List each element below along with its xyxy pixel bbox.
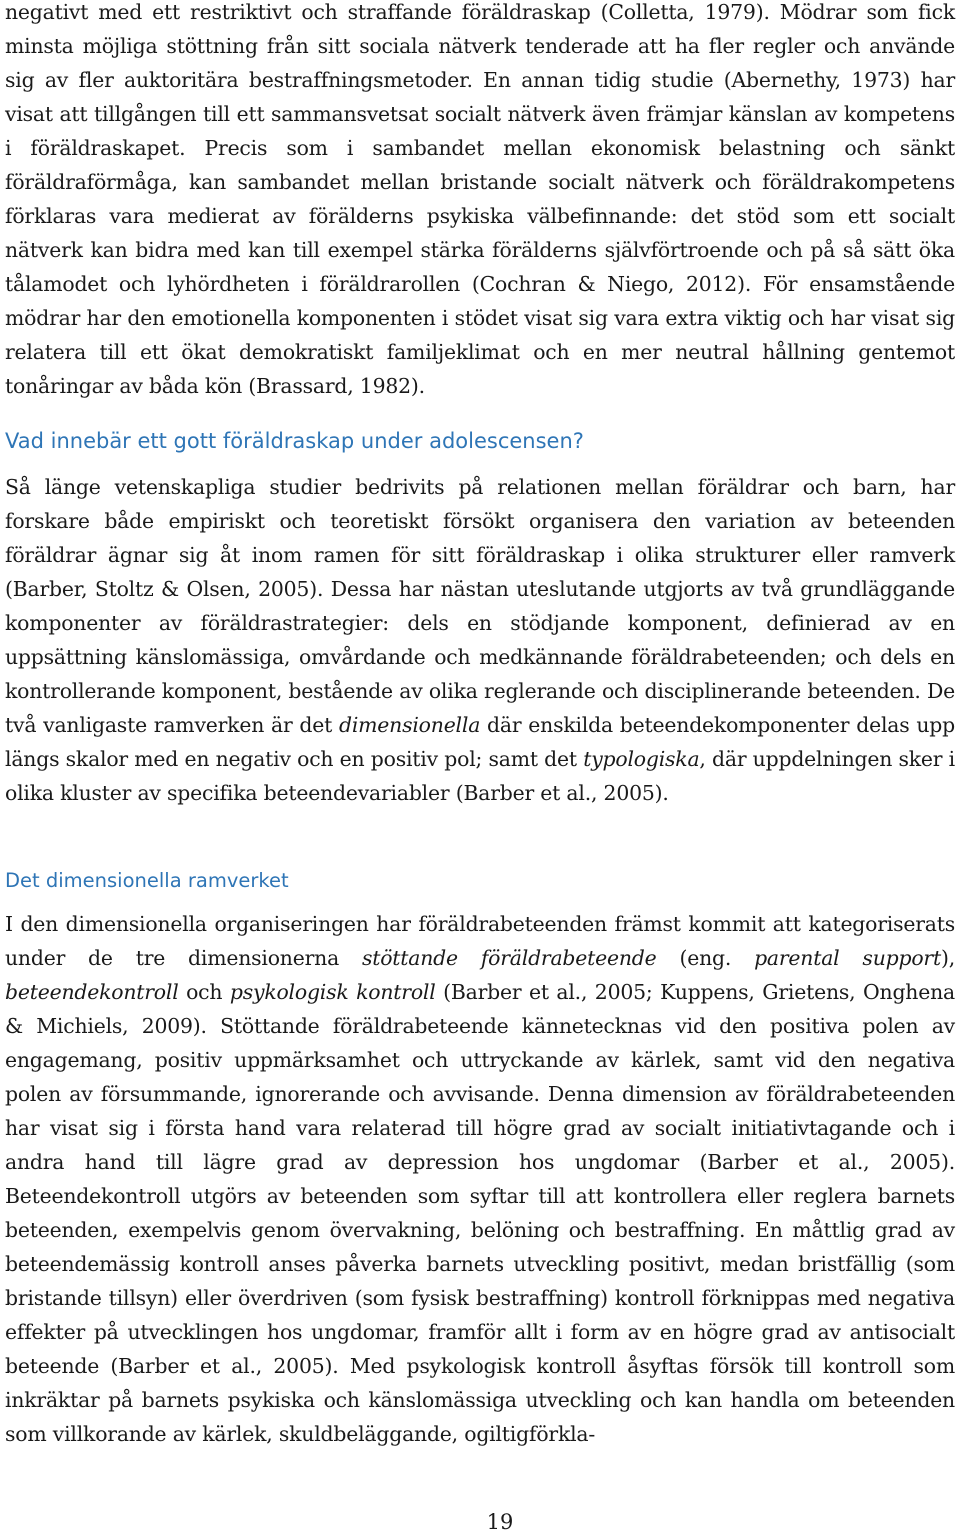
body-paragraph-frameworks (5, 470, 955, 810)
body-paragraph-dimensions (5, 907, 955, 1451)
page-number: 19 (486, 1510, 514, 1534)
paragraph-text: I den dimensionella organiseringen har föräldrabeteenden främst kommit att kategoriserats under de tre dimensionerna (5, 912, 955, 970)
paragraph-text: där enskilda beteendekomponenter delas upp längs skalor med en negativ och en positiv pol; samt det (5, 713, 955, 771)
emphasis-typological: typologiska (583, 747, 700, 771)
emphasis-supportive-parenting: stöttande föräldrabeteende (361, 946, 657, 970)
body-paragraph-social-network (5, 0, 955, 403)
section-heading-dimensional-framework: Det dimensionella ramverket (5, 869, 289, 892)
paragraph-text: , där uppdelningen sker i olika kluster av specifika beteendevariabler (Barber et al., 2005). (5, 747, 955, 805)
paragraph-text: och (178, 980, 230, 1004)
document-page (5, 0, 955, 1536)
section-heading-good-parenting: Vad innebär ett gott föräldraskap under adolescensen? (5, 429, 584, 453)
emphasis-behavioral-control: beteendekontroll (5, 980, 179, 1004)
emphasis-psychological-control: psykologisk kontroll (229, 980, 436, 1004)
paragraph-text: ), (940, 946, 955, 970)
paragraph-text: negativt med ett restriktivt och straffande föräldraskap (Colletta, 1979). Mödrar som fick minsta möjliga stöttning från sitt sociala nätverk tenderade att ha fler regler och använde sig av fler auktoritära bestraffningsmetoder. En annan tidig studie (Abernethy, 1973) har visat att tillgången till ett sammansvetsat socialt nätverk även främjar känslan av kompetens i föräldraskapet. Precis som i sambandet mellan ekonomisk belastning och sänkt föräldraförmåga, kan sambandet mellan bristande socialt nätverk och föräldrakompetens förklaras vara medierat av förälderns psykiska välbefinnande: det stöd som ett socialt nätverk kan bidra med kan till exempel stärka förälderns självförtroende och på så sätt öka tålamodet och lyhördheten i föräldrarollen (Cochran & Niego, 2012). För ensamstående mödrar har den emotionella komponenten i stödet visat sig vara extra viktig och har visat sig relatera till ett ökat demokratiskt familjeklimat och en mer neutral hållning gentemot tonåringar av båda kön (Brassard, 1982). (5, 0, 955, 398)
paragraph-text: (Barber et al., 2005; Kuppens, Grietens, Onghena & Michiels, 2009). Stöttande föräldrabeteende kännetecknas vid den positiva polen av engagemang, positiv uppmärksamhet och uttryckande av kärlek, samt vid den negativa polen av försummande, ignorerande och avvisande. Denna dimension av föräldrabeteenden har visat sig i första hand vara relaterad till högre grad av socialt initiativtagande och i andra hand till lägre grad av depression hos ungdomar (Barber et al., 2005). Beteendekontroll utgörs av beteenden som syftar till att kontrollera eller reglera barnets beteenden, exempelvis genom övervakning, belöning och bestraffning. En måttlig grad av beteendemässig kontroll anses påverka barnets utveckling positivt, medan bristfällig (som bristande tillsyn) eller överdriven (som fysisk bestraffning) kontroll förknippas med negativa effekter på utvecklingen hos ungdomar, framför allt i form av en högre grad av antisocialt beteende (Barber et al., 2005). Med psykologisk kontroll åsyftas försök till kontroll som inkräktar på barnets psykiska och känslomässiga utveckling och kan handla om beteenden som villkorande av kärlek, skuldbeläggande, ogiltigförkla- (5, 980, 955, 1446)
paragraph-text: Så länge vetenskapliga studier bedrivits på relationen mellan föräldrar och barn, har forskare både empiriskt och teoretiskt försökt organisera den variation av beteenden föräldrar ägnar sig åt inom ramen för sitt föräldraskap i olika strukturer eller ramverk (Barber, Stoltz & Olsen, 2005). Dessa har nästan uteslutande utgjorts av två grundläggande komponenter av föräldrastrategier: dels en stödjande komponent, definierad av en uppsättning känslomässiga, omvårdande och medkännande föräldrabeteenden; och dels en kontrollerande komponent, bestående av olika reglerande och disciplinerande beteenden. De två vanligaste ramverken är det (5, 475, 955, 737)
emphasis-dimensional: dimensionella (338, 713, 481, 737)
emphasis-parental-support: parental support (754, 946, 941, 970)
paragraph-text: (eng. (656, 946, 755, 970)
